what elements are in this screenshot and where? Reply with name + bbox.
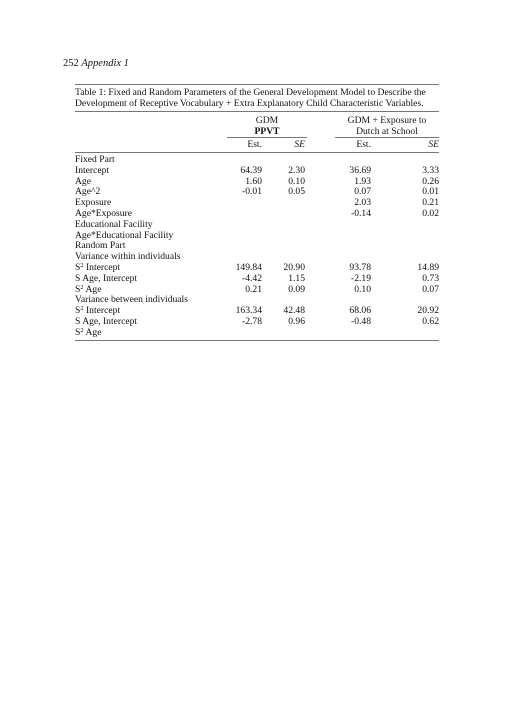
row-label: Variance between individuals [75, 294, 188, 306]
cell-est-2: 68.06 [349, 305, 371, 317]
cell-est-2: -0.48 [351, 315, 371, 327]
col-se-1: SE [294, 139, 305, 150]
row-label: $S^2$ Intercept [75, 261, 121, 273]
section-title: Appendix 1 [81, 58, 129, 69]
row-label: Random Part [75, 240, 126, 252]
table-row [75, 187, 439, 198]
cell-est-1: -0.01 [242, 186, 262, 198]
cell-se-1: 0.05 [288, 186, 305, 198]
row-label: $S^2$ Age [75, 283, 102, 295]
cell-se-1: 20.90 [283, 261, 305, 273]
cell-se-2: 0.73 [422, 272, 439, 284]
column-group-gdm-exposure [335, 115, 439, 137]
cell-est-1: 149.84 [235, 261, 262, 273]
cell-est-1: -2.78 [242, 315, 262, 327]
page-number: 252 [63, 58, 79, 69]
row-label: $S^2$ Age [75, 326, 102, 338]
cell-se-2: 20.92 [417, 305, 439, 317]
col-est-1: Est. [247, 139, 262, 150]
table-row [75, 328, 439, 339]
row-label: Age [75, 175, 91, 187]
cell-se-1: 0.96 [288, 315, 305, 327]
cell-se-2: 14.89 [417, 261, 439, 273]
cell-est-2: 2.03 [354, 197, 371, 209]
table-header [75, 112, 439, 155]
row-label: Intercept [75, 164, 110, 176]
bottom-rule [75, 340, 439, 341]
row-label: Fixed Part [75, 154, 115, 165]
table-row [75, 231, 439, 242]
row-label: S Age, Intercept [75, 272, 138, 284]
parameters-table [75, 84, 439, 341]
table-row [75, 166, 439, 177]
cell-est-1: 64.39 [240, 164, 262, 176]
cell-se-1: 1.15 [288, 272, 305, 284]
cell-se-1: 0.09 [288, 283, 305, 295]
cell-est-2: 93.78 [349, 261, 371, 273]
row-label: Age^2 [75, 186, 101, 198]
table-row [75, 274, 439, 285]
row-label: S Age, Intercept [75, 315, 138, 327]
cell-est-2: 1.93 [354, 175, 371, 187]
row-label: Variance within individuals [75, 251, 181, 263]
cell-se-2: 0.21 [422, 197, 439, 209]
table-row [75, 317, 439, 328]
cell-se-2: 0.01 [422, 186, 439, 198]
col-se-2: SE [428, 139, 439, 150]
header-rule [75, 152, 439, 153]
cell-se-1: 42.48 [283, 305, 305, 317]
group1-title: GDM [255, 115, 279, 126]
row-label: Exposure [75, 197, 112, 209]
group1-subtitle: PPVT [254, 126, 280, 137]
cell-est-2: -0.14 [351, 207, 371, 219]
cell-est-2: -2.19 [351, 272, 371, 284]
row-label: Age*Exposure [75, 207, 133, 219]
cell-est-2: 0.07 [354, 186, 371, 198]
group2-title: GDM + Exposure to [347, 115, 427, 126]
cell-se-2: 3.33 [422, 164, 439, 176]
cell-est-2: 36.69 [349, 164, 371, 176]
column-group-gdm [227, 115, 307, 137]
cell-est-1: -4.42 [242, 272, 262, 284]
cell-se-1: 2.30 [288, 164, 305, 176]
table-caption: Table 1: Fixed and Random Parameters of the General Development Model to Describe the Development of Receptive Vocabulary + Extra Explanatory Child Characteristic Variables. [75, 87, 426, 109]
cell-est-1: 163.34 [235, 305, 262, 317]
row-label: Educational Facility [75, 218, 153, 230]
group2-subtitle: Dutch at School [356, 126, 418, 137]
cell-se-2: 0.26 [422, 175, 439, 187]
cell-se-2: 0.62 [422, 315, 439, 327]
cell-est-1: 0.21 [245, 283, 262, 295]
cell-se-1: 0.10 [288, 175, 305, 187]
group1-underline [227, 137, 307, 138]
cell-est-2: 0.10 [354, 283, 371, 295]
page-header [63, 58, 129, 69]
cell-est-1: 1.60 [245, 175, 262, 187]
cell-se-2: 0.02 [422, 207, 439, 219]
table-body [75, 155, 439, 339]
row-label: Age*Educational Facility [75, 229, 174, 241]
cell-se-2: 0.07 [422, 283, 439, 295]
row-label: $S^2$ Intercept [75, 305, 121, 317]
group2-underline [335, 137, 439, 138]
col-est-2: Est. [356, 139, 371, 150]
